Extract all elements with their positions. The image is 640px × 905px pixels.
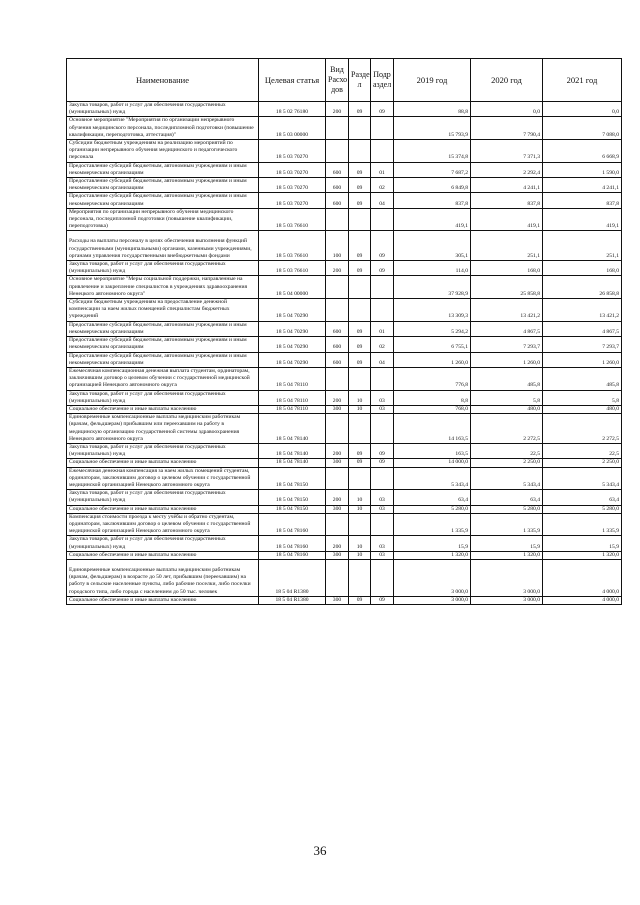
row-amount-2020: 25 858,8 <box>471 276 543 299</box>
header-year-2019: 2019 год <box>394 59 471 102</box>
row-section: 10 <box>349 551 371 559</box>
row-target-article: 18 5 04 78140 <box>259 459 326 467</box>
row-expense-type: 300 <box>326 505 349 513</box>
row-amount-2019: 1 260,0 <box>394 352 471 367</box>
row-amount-2019: 14 163,5 <box>394 414 471 444</box>
row-section: 10 <box>349 536 371 551</box>
row-section: 09 <box>349 178 371 193</box>
row-amount-2019: 37 928,9 <box>394 276 471 299</box>
row-subsection <box>371 140 394 163</box>
row-amount-2021: 5 343,4 <box>543 467 622 490</box>
table-row <box>67 102 622 117</box>
row-section <box>349 513 371 536</box>
row-amount-2019: 114,0 <box>394 261 471 276</box>
row-amount-2019: 768,0 <box>394 405 471 413</box>
header-section: Разде л <box>349 59 371 102</box>
row-target-article: 18 5 03 00000 <box>259 117 326 140</box>
row-expense-type: 200 <box>326 102 349 117</box>
table-row <box>67 490 622 505</box>
row-target-article: 18 5 02 76180 <box>259 102 326 117</box>
budget-table <box>66 58 622 605</box>
row-target-article: 18 5 04 78150 <box>259 490 326 505</box>
row-subsection: 09 <box>371 443 394 458</box>
row-section <box>349 299 371 322</box>
header-year-2020: 2020 год <box>471 59 543 102</box>
row-amount-2019: 419,1 <box>394 208 471 231</box>
row-amount-2019: 7 687,2 <box>394 162 471 177</box>
row-subsection: 03 <box>371 390 394 405</box>
row-name: Социальное обеспечение и иные выплаты населению <box>67 505 259 513</box>
row-section: 09 <box>349 337 371 352</box>
table-row <box>67 414 622 444</box>
row-expense-type: 600 <box>326 193 349 208</box>
row-amount-2019: 15 793,9 <box>394 117 471 140</box>
row-subsection: 03 <box>371 405 394 413</box>
row-name: Компенсация стоимости проезда к месту учёбы и обратно студентам, ординаторам, заключившим договор о целевом обучении с государственной медицинской организацией Ненецкого автономного округа <box>67 513 259 536</box>
row-name: Мероприятия по организации непрерывного обучения медицинского персонала, последипломной подготовки (повышение квалификации, переподготовка) <box>67 208 259 231</box>
row-target-article: 18 5 04 78140 <box>259 443 326 458</box>
row-expense-type <box>326 414 349 444</box>
table-row <box>67 117 622 140</box>
row-name: Социальное обеспечение и иные выплаты населению <box>67 459 259 467</box>
row-amount-2019: 88,8 <box>394 102 471 117</box>
row-name: Закупка товаров, работ и услуг для обеспечения государственных (муниципальных) нужд <box>67 443 259 458</box>
row-subsection: 02 <box>371 178 394 193</box>
table-row <box>67 208 622 231</box>
row-expense-type: 200 <box>326 490 349 505</box>
row-subsection: 03 <box>371 536 394 551</box>
row-amount-2021: 4 000,0 <box>543 596 622 604</box>
row-section: 09 <box>349 261 371 276</box>
row-expense-type: 600 <box>326 162 349 177</box>
row-section: 10 <box>349 490 371 505</box>
row-amount-2020: 1 260,0 <box>471 352 543 367</box>
row-amount-2021: 4 000,0 <box>543 559 622 596</box>
row-target-article: 18 5 04 78160 <box>259 513 326 536</box>
row-target-article: 18 5 04 78150 <box>259 505 326 513</box>
row-subsection <box>371 513 394 536</box>
row-amount-2021: 4 867,5 <box>543 321 622 336</box>
row-expense-type: 200 <box>326 443 349 458</box>
row-target-article: 18 5 03 70270 <box>259 178 326 193</box>
row-subsection: 03 <box>371 551 394 559</box>
row-name: Основное мероприятие "Мероприятия по организации непрерывного обучения медицинского персонала, последипломной подготовки (повышение квалификации, переподготовка, аттестация)" <box>67 117 259 140</box>
row-name: Субсидии бюджетным учреждениям на предоставление денежной компенсации за наем жилых помещений специалистам бюджетных учреждений <box>67 299 259 322</box>
row-amount-2021: 2 272,5 <box>543 414 622 444</box>
row-name: Предоставление субсидий бюджетным, автономным учреждениям и иным некоммерческим организациям <box>67 337 259 352</box>
row-name: Закупка товаров, работ и услуг для обеспечения государственных (муниципальных) нужд <box>67 490 259 505</box>
row-name: Ежемесячная денежная компенсация за наем жилых помещений студентам, ординаторам, заключившим договор о целевом обучении с государственной медицинской организацией Ненецкого автономного округа <box>67 467 259 490</box>
table-row <box>67 443 622 458</box>
row-subsection: 09 <box>371 596 394 604</box>
row-target-article: 18 5 04 00000 <box>259 276 326 299</box>
row-section: 09 <box>349 231 371 261</box>
row-amount-2020: 837,8 <box>471 193 543 208</box>
row-name: Предоставление субсидий бюджетным, автономным учреждениям и иным некоммерческим организациям <box>67 352 259 367</box>
row-subsection: 02 <box>371 337 394 352</box>
row-target-article: 18 5 04 70290 <box>259 337 326 352</box>
row-amount-2020: 13 421,2 <box>471 299 543 322</box>
row-name: Социальное обеспечение и иные выплаты населению <box>67 551 259 559</box>
row-expense-type: 300 <box>326 459 349 467</box>
row-section <box>349 208 371 231</box>
row-amount-2019: 3 000,0 <box>394 559 471 596</box>
row-amount-2021: 5,8 <box>543 390 622 405</box>
row-amount-2019: 837,8 <box>394 193 471 208</box>
row-amount-2019: 1 320,0 <box>394 551 471 559</box>
row-amount-2020: 7 293,7 <box>471 337 543 352</box>
row-target-article: 18 5 04 78150 <box>259 467 326 490</box>
row-amount-2019: 6 849,8 <box>394 178 471 193</box>
row-amount-2020: 1 320,0 <box>471 551 543 559</box>
row-amount-2020: 7 371,3 <box>471 140 543 163</box>
table-row <box>67 140 622 163</box>
row-amount-2020: 22,5 <box>471 443 543 458</box>
row-target-article: 18 5 03 70270 <box>259 193 326 208</box>
row-expense-type: 200 <box>326 390 349 405</box>
row-amount-2020: 4 867,5 <box>471 321 543 336</box>
row-section <box>349 414 371 444</box>
row-amount-2020: 7 790,4 <box>471 117 543 140</box>
row-subsection: 09 <box>371 231 394 261</box>
row-amount-2021: 1 320,0 <box>543 551 622 559</box>
row-target-article: 18 5 03 70270 <box>259 140 326 163</box>
row-section <box>349 117 371 140</box>
row-subsection: 01 <box>371 162 394 177</box>
row-name: Социальное обеспечение и иные выплаты населению <box>67 596 259 604</box>
row-amount-2019: 3 000,0 <box>394 596 471 604</box>
row-name: Ежемесячная компенсационная денежная выплата студентам, ординаторам, заключившим договор о целевом обучении с государственной медицинской организацией Ненецкого автономного округа <box>67 367 259 390</box>
row-expense-type: 600 <box>326 352 349 367</box>
row-target-article: 18 5 03 70270 <box>259 162 326 177</box>
table-row <box>67 321 622 336</box>
row-expense-type <box>326 559 349 596</box>
row-subsection <box>371 414 394 444</box>
row-target-article: 18 5 04 78110 <box>259 390 326 405</box>
row-expense-type: 600 <box>326 337 349 352</box>
table-body <box>67 102 622 605</box>
row-target-article: 18 5 04 70290 <box>259 352 326 367</box>
row-amount-2021: 26 858,8 <box>543 276 622 299</box>
row-section <box>349 559 371 596</box>
row-subsection: 09 <box>371 261 394 276</box>
row-amount-2020: 168,0 <box>471 261 543 276</box>
row-expense-type <box>326 467 349 490</box>
row-amount-2019: 1 335,9 <box>394 513 471 536</box>
row-amount-2019: 63,4 <box>394 490 471 505</box>
row-amount-2020: 1 335,9 <box>471 513 543 536</box>
row-target-article: 18 5 03 76610 <box>259 261 326 276</box>
row-name: Предоставление субсидий бюджетным, автономным учреждениям и иным некоммерческим организациям <box>67 162 259 177</box>
row-subsection: 03 <box>371 490 394 505</box>
row-target-article: 18 5 04 R1380 <box>259 559 326 596</box>
table-row <box>67 337 622 352</box>
row-amount-2021: 15,9 <box>543 536 622 551</box>
row-name: Закупка товаров, работ и услуг для обеспечения государственных (муниципальных) нужд <box>67 102 259 117</box>
row-subsection <box>371 299 394 322</box>
row-amount-2020: 4 241,1 <box>471 178 543 193</box>
row-name: Единовременные компенсационные выплаты медицинским работникам (врачам, фельдшерам) прибывшим или переехавшим на работу в медицинскую организацию государственной системы здравоохранения Ненецкого автономного округа <box>67 414 259 444</box>
row-amount-2020: 2 250,0 <box>471 459 543 467</box>
row-subsection: 04 <box>371 193 394 208</box>
row-expense-type: 200 <box>326 261 349 276</box>
row-section: 09 <box>349 352 371 367</box>
row-amount-2019: 163,5 <box>394 443 471 458</box>
table-row <box>67 513 622 536</box>
row-amount-2020: 251,1 <box>471 231 543 261</box>
row-amount-2021: 1 335,9 <box>543 513 622 536</box>
row-amount-2020: 3 000,0 <box>471 596 543 604</box>
table-row <box>67 299 622 322</box>
row-amount-2019: 5 294,2 <box>394 321 471 336</box>
row-name: Закупка товаров, работ и услуг для обеспечения государственных (муниципальных) нужд <box>67 536 259 551</box>
row-expense-type: 200 <box>326 536 349 551</box>
table-row <box>67 231 622 261</box>
table-row <box>67 276 622 299</box>
row-name: Предоставление субсидий бюджетным, автономным учреждениям и иным некоммерческим организациям <box>67 321 259 336</box>
table-row <box>67 405 622 413</box>
row-section: 09 <box>349 459 371 467</box>
row-amount-2021: 0,0 <box>543 102 622 117</box>
page-number: 36 <box>313 843 327 858</box>
row-amount-2020: 5,8 <box>471 390 543 405</box>
row-subsection <box>371 276 394 299</box>
row-amount-2021: 7 293,7 <box>543 337 622 352</box>
row-name: Закупка товаров, работ и услуг для обеспечения государственных (муниципальных) нужд <box>67 261 259 276</box>
row-expense-type <box>326 367 349 390</box>
row-target-article: 18 5 04 78160 <box>259 536 326 551</box>
row-target-article: 18 5 04 78160 <box>259 551 326 559</box>
row-expense-type <box>326 276 349 299</box>
row-subsection: 01 <box>371 321 394 336</box>
table-row <box>67 467 622 490</box>
row-subsection: 03 <box>371 505 394 513</box>
row-target-article: 18 5 04 70290 <box>259 321 326 336</box>
table-row <box>67 536 622 551</box>
row-amount-2019: 305,1 <box>394 231 471 261</box>
row-expense-type: 100 <box>326 231 349 261</box>
row-amount-2021: 2 250,0 <box>543 459 622 467</box>
row-amount-2021: 419,1 <box>543 208 622 231</box>
table-row <box>67 459 622 467</box>
row-expense-type: 300 <box>326 596 349 604</box>
row-expense-type: 300 <box>326 551 349 559</box>
row-section: 09 <box>349 443 371 458</box>
row-amount-2021: 7 088,0 <box>543 117 622 140</box>
row-subsection: 09 <box>371 102 394 117</box>
row-name: Единовременные компенсационные выплаты медицинским работникам (врачам, фельдшерам) в возрасте до 50 лет, прибывшим (переехавшим) на работу в сельские населенные пункты, либо рабочие поселки, либо поселки городского типа, либо города с населением до 50 тыс. человек <box>67 559 259 596</box>
row-amount-2019: 5 280,0 <box>394 505 471 513</box>
row-subsection <box>371 367 394 390</box>
row-amount-2021: 1 590,0 <box>543 162 622 177</box>
row-amount-2020: 3 000,0 <box>471 559 543 596</box>
row-expense-type <box>326 513 349 536</box>
row-amount-2019: 776,8 <box>394 367 471 390</box>
row-section: 10 <box>349 505 371 513</box>
row-name: Социальное обеспечение и иные выплаты населению <box>67 405 259 413</box>
row-amount-2021: 168,0 <box>543 261 622 276</box>
row-section <box>349 140 371 163</box>
row-expense-type: 600 <box>326 178 349 193</box>
table-row <box>67 596 622 604</box>
row-section: 09 <box>349 596 371 604</box>
table-row <box>67 162 622 177</box>
table-row <box>67 505 622 513</box>
row-amount-2019: 8,8 <box>394 390 471 405</box>
row-name: Предоставление субсидий бюджетным, автономным учреждениям и иным некоммерческим организациям <box>67 178 259 193</box>
row-amount-2021: 480,0 <box>543 405 622 413</box>
row-subsection <box>371 467 394 490</box>
row-section <box>349 367 371 390</box>
row-amount-2021: 6 668,9 <box>543 140 622 163</box>
row-amount-2019: 6 755,1 <box>394 337 471 352</box>
row-amount-2019: 15,9 <box>394 536 471 551</box>
row-target-article: 18 5 03 76610 <box>259 231 326 261</box>
row-amount-2021: 13 421,2 <box>543 299 622 322</box>
row-target-article: 18 5 04 78140 <box>259 414 326 444</box>
row-amount-2021: 63,4 <box>543 490 622 505</box>
table-row <box>67 352 622 367</box>
row-expense-type <box>326 299 349 322</box>
row-amount-2021: 22,5 <box>543 443 622 458</box>
header-subsection: Подр аздел <box>371 59 394 102</box>
row-amount-2020: 5 343,4 <box>471 467 543 490</box>
row-target-article: 18 5 04 78110 <box>259 405 326 413</box>
row-amount-2020: 419,1 <box>471 208 543 231</box>
row-section: 09 <box>349 102 371 117</box>
header-target-article: Целевая статья <box>259 59 326 102</box>
row-section: 09 <box>349 193 371 208</box>
header-year-2021: 2021 год <box>543 59 622 102</box>
row-section: 10 <box>349 405 371 413</box>
row-name: Расходы на выплаты персоналу в целях обеспечения выполнения функций государственными (муниципальными) органами, казенными учреждениями, органами управления государственными внебюджетными фондами <box>67 231 259 261</box>
row-expense-type: 600 <box>326 321 349 336</box>
row-section <box>349 276 371 299</box>
table-row <box>67 193 622 208</box>
row-amount-2020: 2 272,5 <box>471 414 543 444</box>
row-amount-2020: 480,0 <box>471 405 543 413</box>
row-section: 09 <box>349 162 371 177</box>
row-target-article: 18 5 04 R1380 <box>259 596 326 604</box>
row-section: 09 <box>349 321 371 336</box>
row-name: Предоставление субсидий бюджетным, автономным учреждениям и иным некоммерческим организациям <box>67 193 259 208</box>
row-amount-2019: 5 343,4 <box>394 467 471 490</box>
row-target-article: 18 5 03 76610 <box>259 208 326 231</box>
row-target-article: 18 5 04 78110 <box>259 367 326 390</box>
table-row <box>67 551 622 559</box>
row-subsection <box>371 117 394 140</box>
row-section: 10 <box>349 390 371 405</box>
row-amount-2020: 2 292,4 <box>471 162 543 177</box>
row-subsection <box>371 559 394 596</box>
row-subsection <box>371 208 394 231</box>
table-row <box>67 178 622 193</box>
row-amount-2021: 5 280,0 <box>543 505 622 513</box>
row-amount-2020: 63,4 <box>471 490 543 505</box>
row-amount-2021: 4 241,1 <box>543 178 622 193</box>
row-expense-type: 300 <box>326 405 349 413</box>
row-amount-2019: 13 309,3 <box>394 299 471 322</box>
row-subsection: 04 <box>371 352 394 367</box>
row-subsection: 09 <box>371 459 394 467</box>
row-expense-type <box>326 208 349 231</box>
row-amount-2021: 485,8 <box>543 367 622 390</box>
row-amount-2019: 14 000,0 <box>394 459 471 467</box>
row-expense-type <box>326 117 349 140</box>
table-row <box>67 367 622 390</box>
header-expense-type: Вид Расхо дов <box>326 59 349 102</box>
row-amount-2019: 15 374,8 <box>394 140 471 163</box>
row-amount-2020: 15,9 <box>471 536 543 551</box>
table-row <box>67 559 622 596</box>
row-amount-2020: 5 280,0 <box>471 505 543 513</box>
row-amount-2021: 837,8 <box>543 193 622 208</box>
row-name: Субсидии бюджетным учреждениям на реализацию мероприятий по организации непрерывного обучения медицинского и педагогического персонала <box>67 140 259 163</box>
header-name: Наименование <box>67 59 259 102</box>
row-name: Основное мероприятие "Меры социальной поддержки, направленные на привлечение и закрепление специалистов в учреждениях здравоохранения Ненецкого автономного округа" <box>67 276 259 299</box>
row-expense-type <box>326 140 349 163</box>
row-section <box>349 467 371 490</box>
row-name: Закупка товаров, работ и услуг для обеспечения государственных (муниципальных) нужд <box>67 390 259 405</box>
table-row <box>67 390 622 405</box>
row-target-article: 18 5 04 70290 <box>259 299 326 322</box>
row-amount-2021: 251,1 <box>543 231 622 261</box>
table-row <box>67 261 622 276</box>
row-amount-2020: 0,0 <box>471 102 543 117</box>
table-header-row <box>67 59 622 102</box>
row-amount-2021: 1 260,0 <box>543 352 622 367</box>
row-amount-2020: 485,8 <box>471 367 543 390</box>
